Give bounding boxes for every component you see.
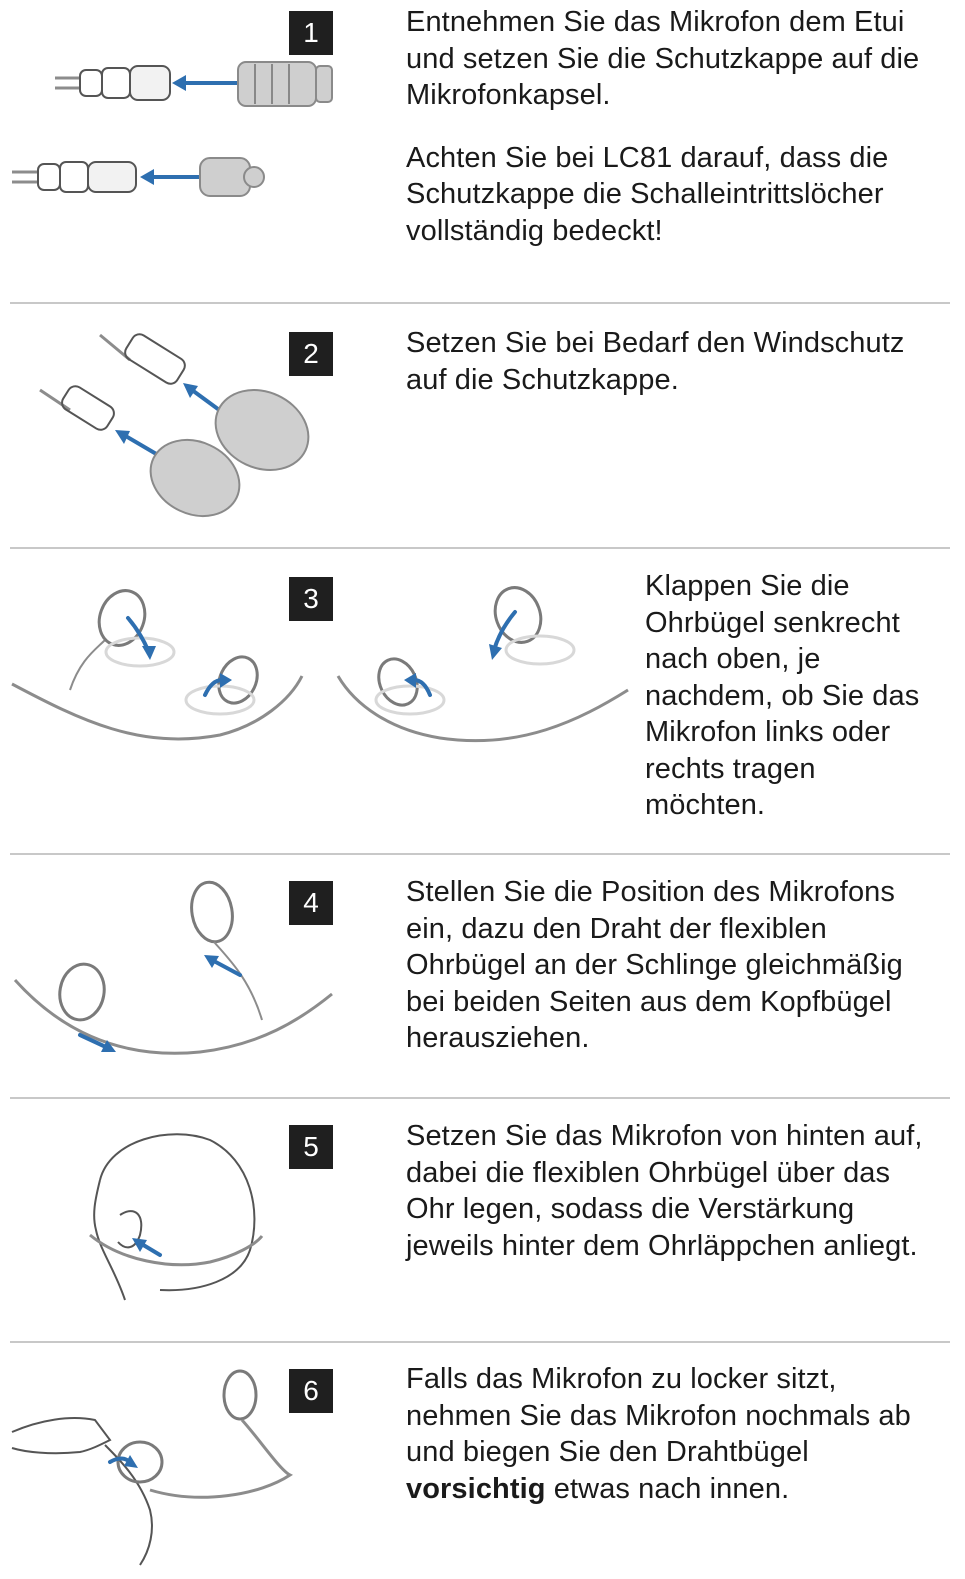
step-6-text [406,1361,926,1507]
step-badge-1: 1 [289,11,333,55]
step-1-text [406,4,946,249]
step-badge-4: 4 [289,881,333,925]
step-badge-5: 5 [289,1125,333,1169]
step-3-text: Klappen Sie die Ohrbügel senkrecht nach oben, je nachdem, ob Sie das Mikrofon links oder rechts tragen möchten. [645,570,920,821]
divider-2 [10,547,950,549]
step-badge-3: 3 [289,577,333,621]
step-badge-2: 2 [289,332,333,376]
divider-1 [10,302,950,304]
step-1-illustration [0,40,340,250]
step-1-paragraph-2: Achten Sie bei LC81 darauf, dass die Schutzkappe die Schalleintrittslöcher vollständig bedeckt! [406,141,889,247]
step-5-text: Setzen Sie das Mikrofon von hinten auf, dabei die flexiblen Ohrbügel über das Ohr legen, sodass die Verstärkung jeweils hinter dem Ohrläppchen anliegt. [406,1120,923,1262]
divider-5 [10,1341,950,1343]
step-6-emphasis: vorsichtig [406,1472,546,1505]
divider-3 [10,853,950,855]
step-badge-6: 6 [289,1369,333,1413]
step-4-text: Stellen Sie die Position des Mikrofons ein, dazu den Draht der flexiblen Ohrbügel an der Schlinge gleichmäßig bei beiden Seiten aus dem Kopfbügel herausziehen. [406,876,903,1054]
step-6-text-after: etwas nach innen. [553,1472,790,1505]
step-2-text: Setzen Sie bei Bedarf den Windschutz auf die Schutzkappe. [406,327,905,396]
divider-4 [10,1097,950,1099]
step-6-text-before: Falls das Mikrofon zu locker sitzt, nehmen Sie das Mikrofon nochmals ab und biegen Sie den Drahtbügel [406,1363,911,1468]
step-1-paragraph-1: Entnehmen Sie das Mikrofon dem Etui und setzen Sie die Schutzkappe auf die Mikrofonkapsel. [406,6,920,111]
